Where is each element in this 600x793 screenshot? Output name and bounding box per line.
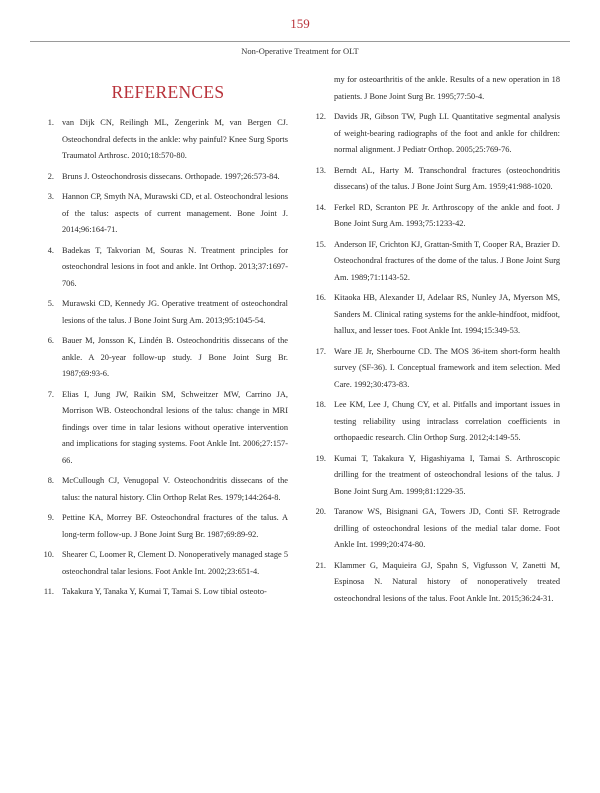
- reference-number: 14.: [315, 202, 326, 212]
- reference-text: McCullough CJ, Venugopal V. Osteochondritis dissecans of the talus: the natural history. Clin Orthop Relat Res. 1979;144:264-8.: [62, 476, 288, 502]
- reference-number: 1.: [47, 118, 54, 127]
- reference-text: Murawski CD, Kennedy JG. Operative treatment of osteochondral lesions of the talus. J Bone Joint Surg Am. 2013;95:1045-54.: [62, 299, 288, 325]
- reference-number: 5.: [47, 299, 54, 308]
- reference-number: 13.: [315, 165, 326, 175]
- reference-item: [312, 344, 560, 394]
- reference-number: 20.: [315, 507, 326, 516]
- reference-text: Hannon CP, Smyth NA, Murawski CD, et al. Osteochondral lesions of the talus: aspects of current management. Bone Joint J. 2014;96:164-71.: [62, 192, 288, 234]
- reference-text: Berndt AL, Harty M. Transchondral fractures (osteochondritis dissecans) of the talus. J Bone Joint Surg Am. 1959;41:988-1020.: [334, 165, 560, 191]
- reference-item: [40, 169, 288, 186]
- reference-list-left: [40, 115, 288, 601]
- reference-number: 15.: [315, 239, 326, 249]
- reference-item: [40, 584, 288, 601]
- reference-item: [312, 163, 560, 196]
- reference-number: 12.: [315, 112, 326, 121]
- reference-number: 19.: [315, 453, 326, 463]
- reference-text: Bruns J. Osteochondrosis dissecans. Orthopade. 1997;26:573-84.: [62, 171, 280, 181]
- reference-text: Shearer C, Loomer R, Clement D. Nonoperatively managed stage 5 osteochondral talar lesions. Foot Ankle Int. 2002;23:651-4.: [62, 550, 288, 576]
- reference-item: [40, 510, 288, 543]
- reference-list-right: [312, 109, 560, 607]
- reference-number: 7.: [47, 389, 54, 399]
- reference-item: [312, 109, 560, 159]
- page-number: 159: [290, 16, 310, 31]
- reference-text: Klammer G, Maquieira GJ, Spahn S, Vigfusson V, Zanetti M, Espinosa N. Natural history of nonoperatively treated osteochondral lesions of the talus. Foot Ankle Int. 2015;36:24-31.: [334, 560, 560, 603]
- reference-item: [312, 397, 560, 447]
- right-column: [312, 72, 560, 611]
- reference-item: [40, 547, 288, 580]
- reference-text: Elias I, Jung JW, Raikin SM, Schweitzer MW, Carrino JA, Morrison WB. Osteochondral lesions of the talus: change in MRI findings over time in talar lesions without operative intervention and implications for staging systems. Foot Ankle Int. 2006;27:157-66.: [62, 389, 288, 465]
- reference-number: 3.: [47, 192, 54, 201]
- reference-text: Pettine KA, Morrey BF. Osteochondral fractures of the talus. A long-term follow-up. J Bone Joint Surg Br. 1987;69:89-92.: [62, 513, 288, 539]
- reference-number: 2.: [47, 171, 54, 181]
- reference-text: Badekas T, Takvorian M, Souras N. Treatment principles for osteochondral lesions in foot and ankle. Int Orthop. 2013;37:1697-706.: [62, 245, 288, 288]
- reference-item: [40, 473, 288, 506]
- reference-text: Lee KM, Lee J, Chung CY, et al. Pitfalls and important issues in testing reliability using intraclass correlation coefficients in orthopaedic research. Clin Orthop Surg. 2012;4:149-55.: [334, 400, 560, 442]
- reference-continuation: my for osteoarthritis of the ankle. Results of a new operation in 18 patients. J Bone Joint Surg Br. 1995;77:50-4.: [334, 75, 560, 101]
- reference-text: Bauer M, Jonsson K, Lindén B. Osteochondritis dissecans of the ankle. A 20-year follow-up study. J Bone Joint Surg Br. 1987;69:93-6.: [62, 336, 288, 378]
- reference-number: 4.: [47, 245, 54, 255]
- reference-item: [40, 243, 288, 293]
- reference-text: Ferkel RD, Scranton PE Jr. Arthroscopy of the ankle and foot. J Bone Joint Surg Am. 1993;75:1233-42.: [334, 202, 560, 228]
- reference-number: 21.: [315, 560, 326, 570]
- reference-number: 9.: [47, 513, 54, 522]
- reference-text: Davids JR, Gibson TW, Pugh LI. Quantitative segmental analysis of weight-bearing radiographs of the foot and ankle for children: normal alignment. J Pediatr Orthop. 2005;25:769-76.: [334, 112, 560, 154]
- reference-item: [312, 451, 560, 501]
- reference-text: Kitaoka HB, Alexander IJ, Adelaar RS, Nunley JA, Myerson MS, Sanders M. Clinical rating systems for the ankle-hindfoot, midfoot, hallux, and lesser toes. Foot Ankle Int. 1994;15:349-53.: [334, 293, 560, 335]
- reference-number: 10.: [43, 550, 54, 559]
- section-title: REFERENCES: [111, 82, 225, 102]
- left-column: [40, 78, 288, 605]
- reference-number: 17.: [315, 346, 326, 356]
- reference-item: [312, 290, 560, 340]
- reference-number: 18.: [315, 400, 326, 409]
- reference-item: [312, 504, 560, 554]
- reference-text: Anderson IF, Crichton KJ, Grattan-Smith T, Cooper RA, Brazier D. Osteochondral fractures of the dome of the talus. J Bone Joint Surg Am. 1989;71:1143-52.: [334, 239, 560, 282]
- reference-text: Taranow WS, Bisignani GA, Towers JD, Conti SF. Retrograde drilling of osteochondral lesions of the medial talar dome. Foot Ankle Int. 1999;20:474-80.: [334, 507, 560, 549]
- reference-item: [40, 333, 288, 383]
- reference-text: Takakura Y, Tanaka Y, Kumai T, Tamai S. Low tibial osteoto-: [62, 587, 267, 596]
- reference-item: [312, 200, 560, 233]
- reference-item: [40, 115, 288, 165]
- reference-text: Kumai T, Takakura Y, Higashiyama I, Tamai S. Arthroscopic drilling for the treatment of osteochondral lesions of the talus. J Bone Joint Surg Am. 1999;81:1229-35.: [334, 453, 560, 496]
- reference-text: Ware JE Jr, Sherbourne CD. The MOS 36-item short-form health survey (SF-36). I. Conceptual framework and item selection. Med Care. 1992;30:473-83.: [334, 346, 560, 389]
- reference-item: [40, 387, 288, 470]
- reference-number: 16.: [315, 293, 326, 302]
- header-divider: [30, 41, 570, 42]
- reference-item: [312, 558, 560, 608]
- reference-item: [40, 296, 288, 329]
- running-title: Non-Operative Treatment for OLT: [241, 46, 359, 56]
- reference-number: 6.: [47, 336, 54, 345]
- reference-number: 8.: [47, 476, 54, 485]
- reference-item: [312, 237, 560, 287]
- reference-text: van Dijk CN, Reilingh ML, Zengerink M, van Bergen CJ. Osteochondral defects in the ankle: why painful? Knee Surg Sports Traumatol Arthrosc. 2010;18:570-80.: [62, 118, 288, 160]
- reference-number: 11.: [43, 587, 54, 596]
- reference-item: [40, 189, 288, 239]
